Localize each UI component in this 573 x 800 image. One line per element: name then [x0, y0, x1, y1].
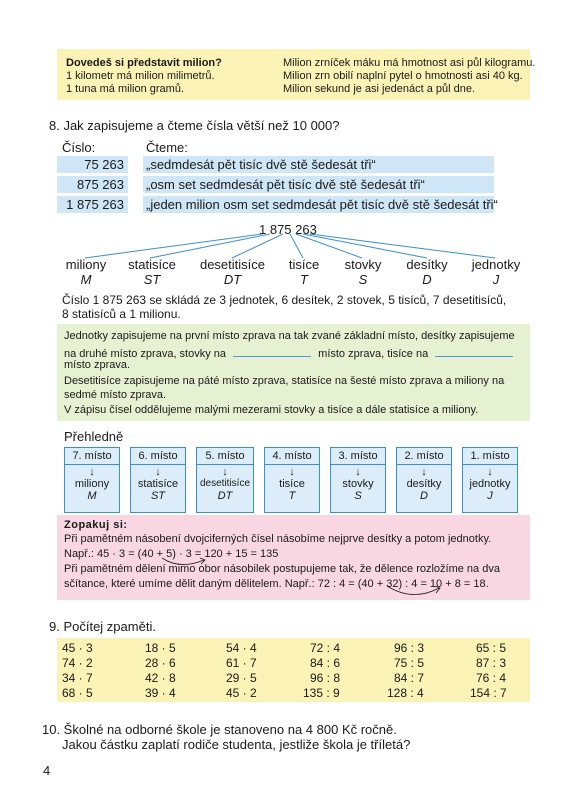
- task-10-text: Jakou částku zaplatí rodiče studenta, jestliže škola je tříletá?: [62, 737, 411, 752]
- calculation: 65 : 5: [476, 641, 507, 655]
- column-read-label: Čteme:: [146, 140, 188, 155]
- rule-text: místo zprava.: [64, 359, 131, 371]
- reading-text: „sedmdesát pět tisíc dvě stě šedesát tři“: [146, 157, 376, 172]
- calculation: 45 · 2: [226, 686, 257, 700]
- place-box-1: 1. místo ↓ jednotky J: [462, 447, 518, 513]
- review-text: sčítance, které umíme dělit daným dělitelem. Např.: 72 : 4 = (40 + 32) : 4 = 10 + 8 = 18.: [64, 578, 489, 590]
- place-box-7: 7. místo ↓ miliony M: [64, 447, 120, 513]
- calculation: 42 · 8: [145, 671, 176, 685]
- calculation: 74 · 2: [62, 656, 93, 670]
- info-right-line: Milion zrníček máku má hmotnost asi půl kilogramu.: [283, 57, 536, 69]
- unit-hundred-thousands: statisíce ST: [128, 257, 176, 287]
- unit-tens: desítky D: [406, 257, 448, 287]
- review-text: Při pamětném dělení mimo obor násobilek postupujeme tak, že dělence rozložíme na dva: [64, 563, 500, 575]
- number-value: 875 263: [77, 177, 124, 192]
- info-right-line: Milion zrn obilí naplní pytel o hmotnosti asi 40 kg.: [283, 70, 523, 82]
- rule-text: V zápisu čísel oddělujeme malými mezerami stovky a tisíce a dále statisíce a miliony.: [64, 404, 479, 416]
- calculation: 39 · 4: [145, 686, 176, 700]
- curved-arrow-icon: [385, 586, 445, 600]
- place-box-6: 6. místo ↓ statisíce ST: [130, 447, 186, 513]
- calculation: 154 : 7: [470, 686, 507, 700]
- calculation: 18 · 5: [145, 641, 176, 655]
- curved-arrow-icon: [160, 556, 210, 570]
- info-left-line: 1 kilometr má milion milimetrů.: [66, 70, 215, 82]
- place-box-2: 2. místo ↓ desítky D: [396, 447, 452, 513]
- place-box-4: 4. místo ↓ tisíce T: [264, 447, 320, 513]
- column-number-label: Číslo:: [62, 140, 96, 155]
- overview-title: Přehledně: [64, 429, 124, 444]
- summary-text: Číslo 1 875 263 se skládá ze 3 jednotek, 6 desítek, 2 stovek, 5 tisíců, 7 desetitisíců,: [62, 293, 507, 307]
- calculation: 135 : 9: [303, 686, 340, 700]
- review-text: Např.: 45 · 3 = (40 + 5) · 3 = 120 + 15 = 135: [64, 548, 279, 560]
- unit-ones: jednotky J: [471, 257, 521, 287]
- calculation: 45 · 3: [62, 641, 93, 655]
- calculation: 84 : 7: [394, 671, 425, 685]
- rule-text: Desetitisíce zapisujeme na páté místo zprava, statisíce na šesté místo zprava a miliony na: [64, 375, 505, 387]
- reading-text: „osm set sedmdesát pět tisíc dvě stě šedesát tři“: [146, 177, 425, 192]
- unit-thousands: tisíce T: [288, 257, 320, 287]
- calculation: 28 · 6: [145, 656, 176, 670]
- number-value: 75 263: [84, 157, 124, 172]
- summary-text: 8 statisíců a 1 milionu.: [62, 307, 181, 321]
- calculation: 68 · 5: [62, 686, 93, 700]
- info-left-line: 1 tuna má milion gramů.: [66, 83, 184, 95]
- info-box-title: Dovedeš si představit milion?: [66, 57, 222, 69]
- calculation: 96 : 3: [394, 641, 425, 655]
- task-8-heading: 8. Jak zapisujeme a čteme čísla větší než 10 000?: [49, 118, 340, 133]
- place-box-3: 3. místo ↓ stovky S: [330, 447, 386, 513]
- review-title: Zopakuj si:: [64, 519, 128, 531]
- unit-ten-thousands: desetitisíce DT: [199, 257, 266, 287]
- calculation: 96 : 8: [310, 671, 341, 685]
- task-9-heading: 9. Počítej zpaměti.: [49, 619, 156, 634]
- reading-text: „jeden milion osm set sedmdesát pět tisíc dvě stě šedesát tři“: [146, 197, 498, 212]
- rule-text: Jednotky zapisujeme na první místo zprava na tak zvané základní místo, desítky zapisujeme: [64, 330, 515, 342]
- calculation: 87 : 3: [476, 656, 507, 670]
- calculation: 75 : 5: [394, 656, 425, 670]
- calculation: 54 · 4: [226, 641, 257, 655]
- answer-blank[interactable]: [233, 345, 311, 357]
- calculation: 29 · 5: [226, 671, 257, 685]
- unit-hundreds: stovky S: [344, 257, 382, 287]
- unit-millions: miliony M: [65, 257, 107, 287]
- calculation-grid: [57, 638, 530, 702]
- calculation: 34 · 7: [62, 671, 93, 685]
- place-box-5: 5. místo ↓ desetitisíce DT: [196, 447, 254, 513]
- answer-blank[interactable]: [435, 345, 513, 357]
- calculation: 84 : 6: [310, 656, 341, 670]
- calculation: 76 : 4: [476, 671, 507, 685]
- number-value: 1 875 263: [66, 197, 124, 212]
- task-10-text: 10. Školné na odborné škole je stanoveno na 4 800 Kč ročně.: [42, 722, 397, 737]
- rule-text: sedmé místo zprava.: [64, 389, 167, 401]
- rule-text: na druhé místo zprava, stovky na místo zprava, tisíce na: [64, 345, 513, 360]
- calculation: 128 : 4: [387, 686, 424, 700]
- info-right-line: Milion sekund je asi jedenáct a půl dne.: [283, 83, 476, 95]
- calculation: 72 : 4: [310, 641, 341, 655]
- review-text: Při pamětném násobení dvojciferných čísel násobíme nejprve desítky a potom jednotky.: [64, 533, 492, 545]
- page-number: 4: [43, 763, 51, 778]
- calculation: 61 · 7: [226, 656, 257, 670]
- diagram-number: 1 875 263: [259, 222, 317, 237]
